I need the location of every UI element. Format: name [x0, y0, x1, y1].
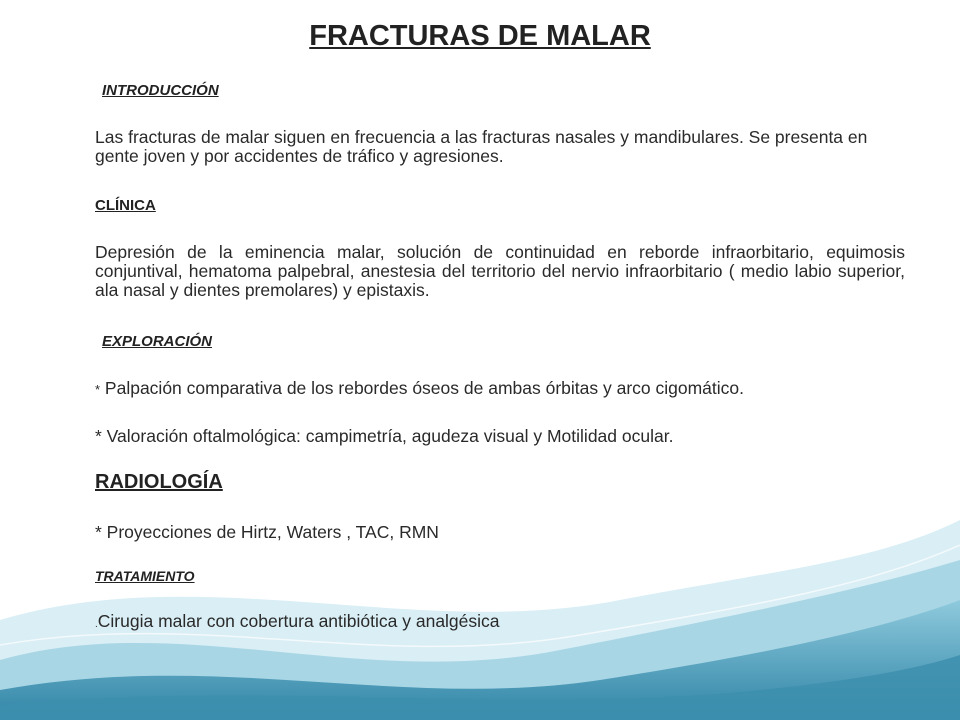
- clinica-heading: CLÍNICA: [95, 197, 156, 214]
- exploracion-item-1: [95, 379, 915, 399]
- tratamiento-item: [95, 612, 915, 634]
- intro-heading: INTRODUCCIÓN: [102, 82, 219, 99]
- exploracion-heading: EXPLORACIÓN: [102, 333, 213, 350]
- radiologia-heading: RADIOLOGÍA: [95, 471, 223, 493]
- page-title: FRACTURAS DE MALAR: [309, 20, 651, 52]
- bullet-star: *: [95, 382, 101, 397]
- clinica-text: Depresión de la eminencia malar, solución de continuidad en reborde infraorbitario, equimosis conjuntival, hematoma palpebral, anestesia del territorio del nervio infraorbitario ( medio labio superior, ala nasal y dientes premolares) y epistaxis.: [95, 242, 905, 300]
- intro-text: Las fracturas de malar siguen en frecuencia a las fracturas nasales y mandibulares. Se presenta en gente joven y por accidentes de tráfico y agresiones.: [95, 127, 868, 166]
- exploracion-item-1-text: Palpación comparativa de los rebordes óseos de ambas órbitas y arco cigomático.: [100, 378, 745, 398]
- radiologia-text: * Proyecciones de Hirtz, Waters , TAC, RMN: [95, 522, 439, 542]
- bullet-dot: .: [95, 619, 98, 630]
- exploracion-item-2: * Valoración oftalmológica: campimetría, agudeza visual y Motilidad ocular.: [95, 426, 674, 446]
- tratamiento-heading: TRATAMIENTO: [95, 568, 195, 584]
- tratamiento-text: Cirugia malar con cobertura antibiótica y analgésica: [97, 611, 500, 631]
